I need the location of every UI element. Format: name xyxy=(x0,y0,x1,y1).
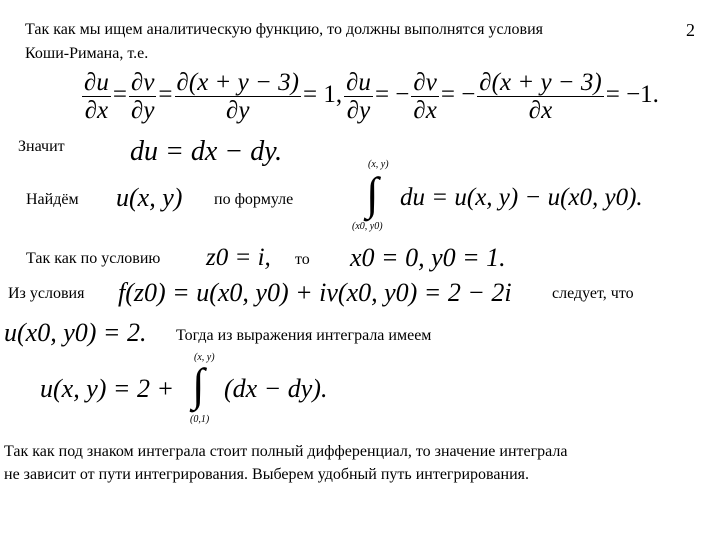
integral-body: du = u(x, y) − u(x0, y0). xyxy=(400,184,643,211)
cr1-lhs-den: ∂x xyxy=(84,97,109,124)
final-line-2: не зависит от пути интегрирования. Выберем удобный путь интегрирования. xyxy=(4,466,529,483)
cr2-lhs-fraction xyxy=(344,70,373,123)
final-integral-formula xyxy=(40,348,360,430)
cr2-mid-fraction xyxy=(411,70,438,123)
cr2-rhs-num: ∂(x + y − 3) xyxy=(479,69,602,96)
integral-formula xyxy=(340,155,660,245)
to-label: то xyxy=(295,251,310,268)
tak-kak-po-usloviyu-label: Так как по условию xyxy=(26,250,161,267)
f-condition-expression: f(z0) = u(x0, y0) + iv(x0, y0) = 2 − 2i xyxy=(118,278,512,307)
x0y0-expression: x0 = 0, y0 = 1. xyxy=(350,243,506,272)
final-lhs: u(x, y) = 2 + xyxy=(40,374,174,403)
final-upper-limit: (x, y) xyxy=(194,352,215,363)
iz-usloviya-label: Из условия xyxy=(8,285,85,302)
naydem-label: Найдём xyxy=(26,191,79,208)
cr2-lhs-den: ∂y xyxy=(346,97,371,124)
cr2-rhs-fraction xyxy=(477,70,603,123)
integral-sign: ∫ xyxy=(366,168,379,219)
cr1-rhs-num: ∂(x + y − 3) xyxy=(176,69,299,96)
cr2-rhs-den: ∂x xyxy=(528,97,553,124)
cr2-mid-den: ∂x xyxy=(413,97,437,124)
cr2-result: = −1. xyxy=(605,81,659,109)
cr1-result: = 1, xyxy=(302,81,343,109)
page-number: 2 xyxy=(686,20,695,40)
u-value-expression: u(x0, y0) = 2. xyxy=(4,318,147,347)
sleduet-label: следует, что xyxy=(552,285,634,302)
znachit-label: Значит xyxy=(18,138,65,155)
cr1-mid-num: ∂v xyxy=(130,69,155,96)
final-line-1: Так как под знаком интеграла стоит полный дифференциал, то значение интеграла xyxy=(4,443,568,460)
du-formula: du = dx − dy. xyxy=(130,136,283,167)
intro-line-2: Коши-Римана, т.е. xyxy=(25,45,149,62)
final-lower-limit: (0,1) xyxy=(190,414,210,425)
integral-lower-limit: (x0, y0) xyxy=(352,221,383,232)
intro-line-1: Так как мы ищем аналитическую функцию, то должны выполнятся условия xyxy=(25,21,544,38)
po-formule-label: по формуле xyxy=(214,191,294,208)
cr1-rhs-den: ∂y xyxy=(226,97,250,124)
cr1-lhs-fraction xyxy=(82,70,111,123)
final-body: (dx − dy). xyxy=(224,374,328,403)
cr1-mid-den: ∂y xyxy=(130,97,155,124)
cauchy-riemann-formula: $\frac{\partial u}{\partial x}$ = $\frac{\partial v}{\partial y}$ = $\frac{\partial(x + y - 3)}{\partial y}$ = 1, $\frac{\partial u}{\partial y}$ = − $\frac{\partial v}{\partial x}$ = − $\frac{\partial(x + y - 3)}{\partial x}$ = −1. xyxy=(84,69,659,124)
togda-label: Тогда из выражения интеграла имеем xyxy=(176,327,432,344)
cr1-mid-fraction xyxy=(129,70,156,123)
cr2-mid-num: ∂v xyxy=(413,69,437,96)
cr2-lhs-num: ∂u xyxy=(346,69,371,96)
z0-expression: z0 = i, xyxy=(206,244,271,271)
final-integral-sign: ∫ xyxy=(192,359,205,410)
cr1-lhs-num: ∂u xyxy=(84,69,109,96)
integral-upper-limit: (x, y) xyxy=(368,159,389,170)
uxy-expression: u(x, y) xyxy=(116,183,183,212)
cr1-rhs-fraction xyxy=(175,70,301,123)
